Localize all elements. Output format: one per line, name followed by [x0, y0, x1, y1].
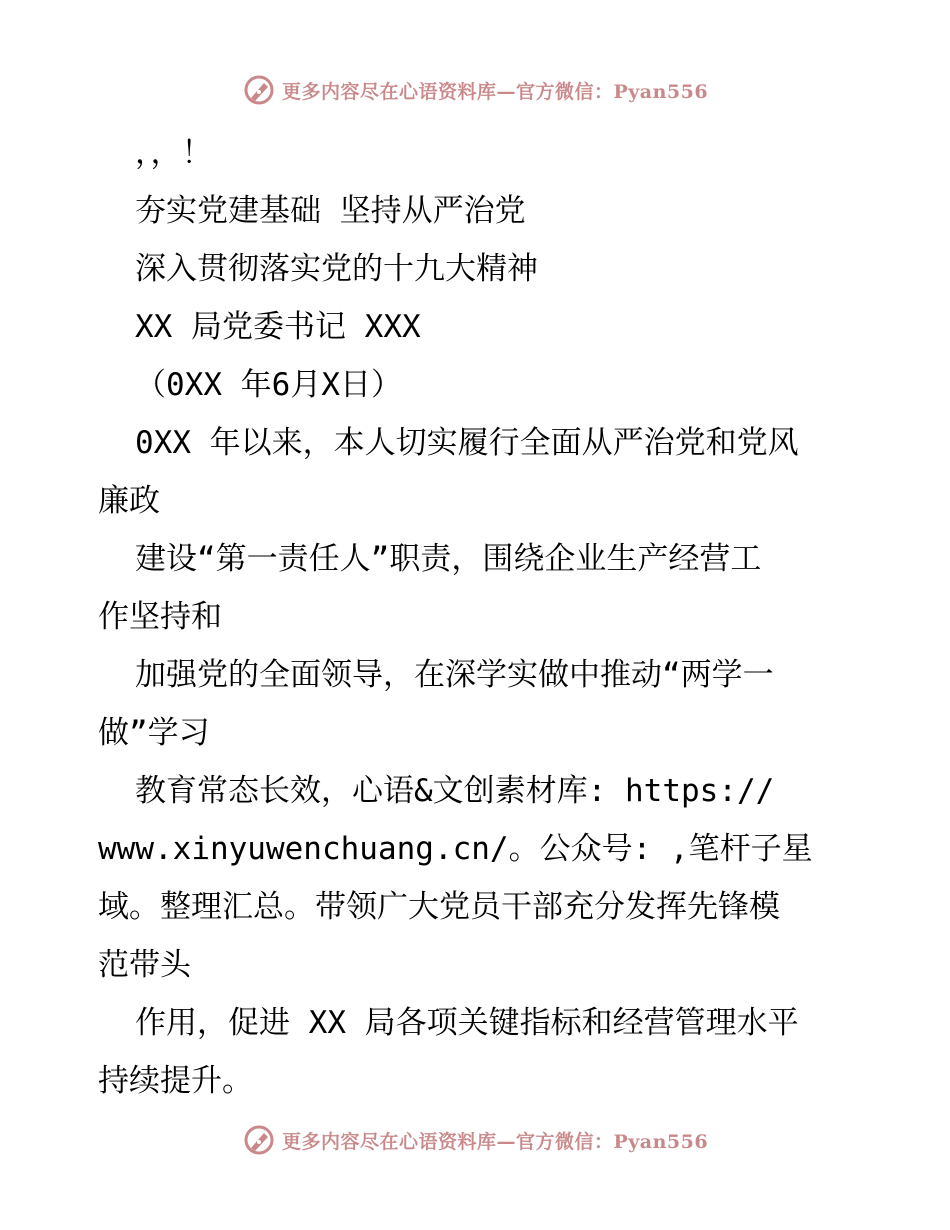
text-line: 范带头 — [98, 947, 191, 983]
watermark-text: 更多内容尽在心语资料库—官方微信：Pyan556 — [281, 80, 709, 103]
text-line: 加强党的全面领导，在深学实做中推动“两学一 — [135, 657, 774, 693]
text-line: 持续提升。 — [98, 1063, 253, 1099]
author-line: XX 局党委书记 XXX — [135, 309, 421, 345]
text-line: 教育常态长效，心语&文创素材库: https:// — [135, 773, 775, 809]
watermark-text: 更多内容尽在心语资料库—官方微信：Pyan556 — [281, 1130, 709, 1153]
pen-nib-logo-icon — [242, 1123, 276, 1157]
text-line: ，，！ — [135, 135, 213, 171]
text-line: www.xinyuwenchuang.cn/。公众号: ,笔杆子星 — [98, 831, 813, 867]
text-line: 作坚持和 — [98, 599, 222, 635]
header-watermark — [0, 70, 950, 110]
date-line: （0XX 年6月X日） — [135, 367, 402, 403]
text-line: 0XX 年以来，本人切实履行全面从严治党和党风 — [135, 425, 799, 461]
document-title: 夯实党建基础 坚持从严治党 — [135, 193, 526, 229]
text-line: 做”学习 — [98, 715, 210, 751]
text-line: 作用，促进 XX 局各项关键指标和经营管理水平 — [135, 1005, 799, 1041]
text-line: 建设“第一责任人”职责，围绕企业生产经营工 — [135, 541, 762, 577]
document-body — [98, 124, 858, 1110]
pen-nib-logo-icon — [242, 73, 276, 107]
document-subtitle: 深入贯彻落实党的十九大精神 — [135, 251, 538, 287]
text-line: 域。整理汇总。带领广大党员干部充分发挥先锋模 — [98, 889, 780, 925]
text-line: 廉政 — [98, 483, 160, 519]
footer-watermark — [0, 1120, 950, 1160]
